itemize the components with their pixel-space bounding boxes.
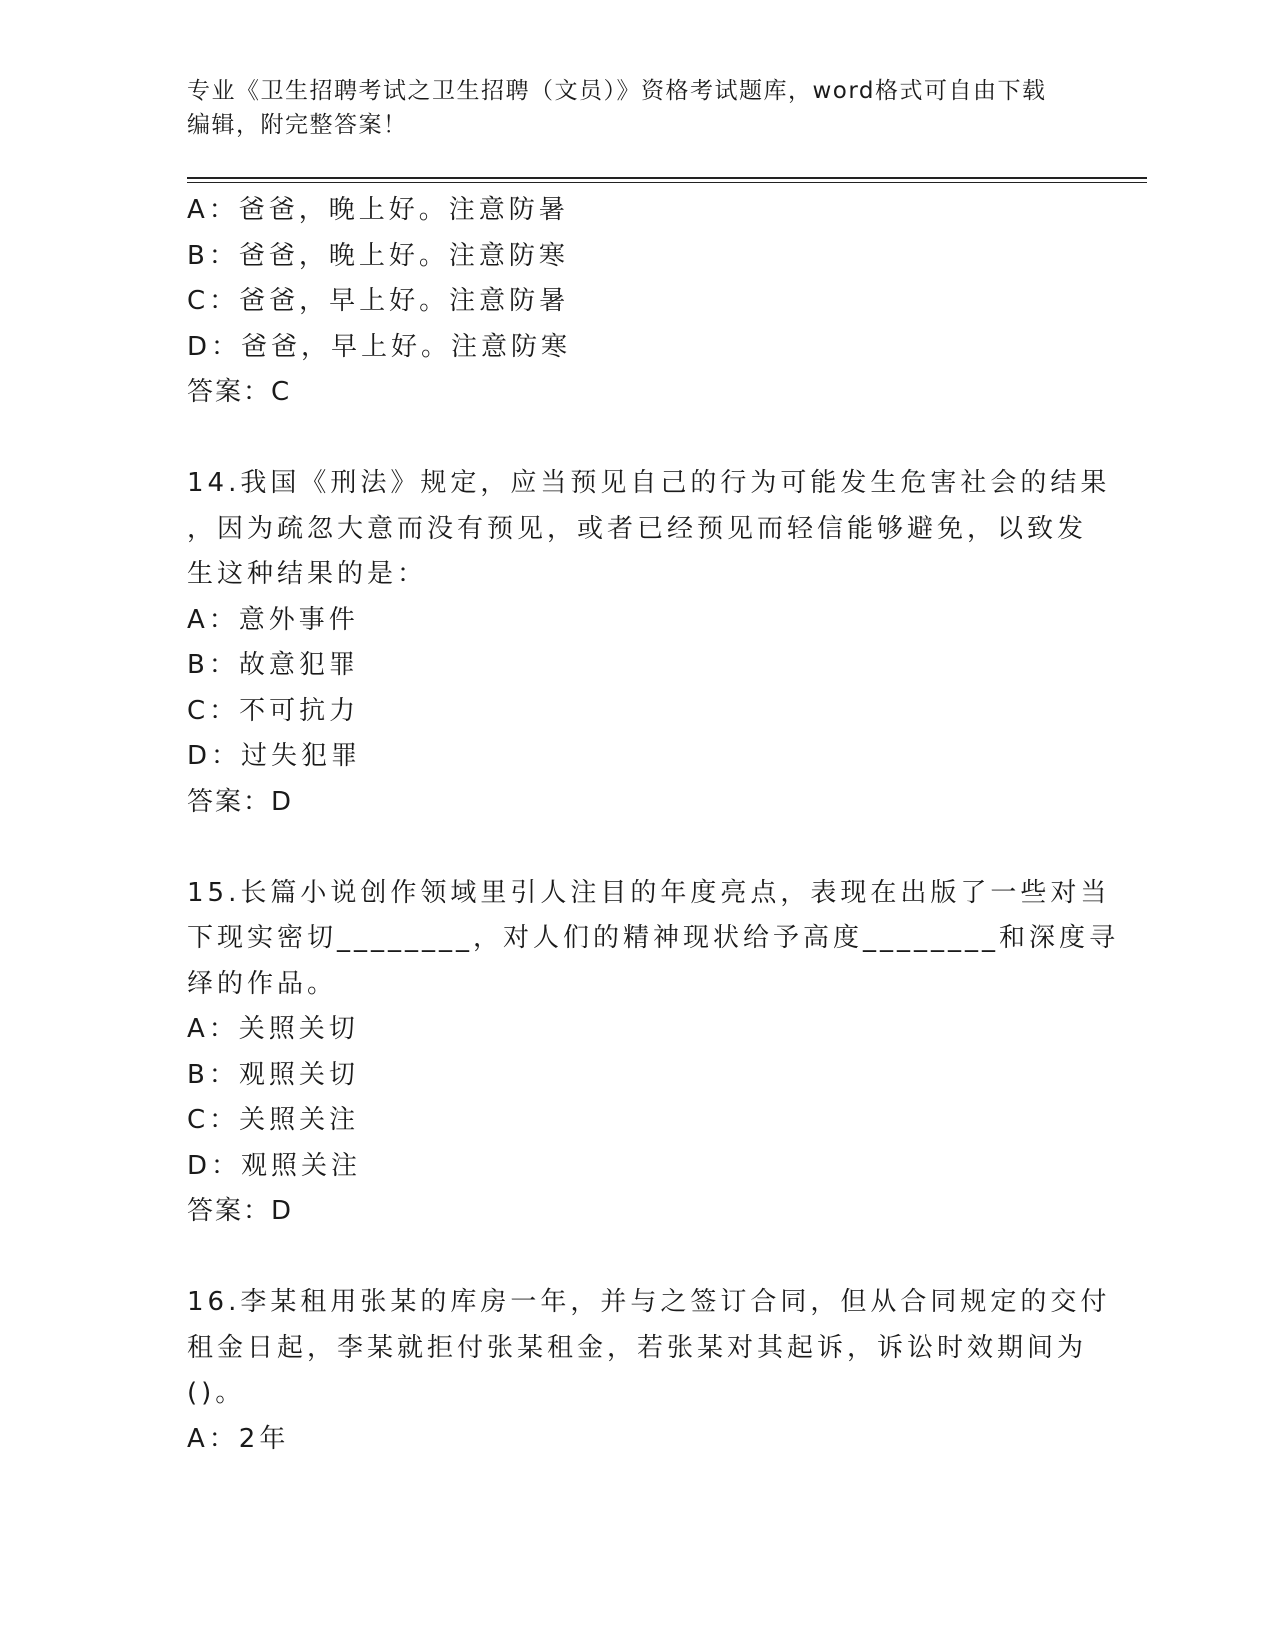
option-c: C：关照关注: [187, 1105, 360, 1135]
header-line-2: 编辑，附完整答案！: [187, 112, 408, 138]
option-a: A：爸爸，晚上好。注意防暑: [187, 195, 569, 225]
option-c: C：爸爸，早上好。注意防暑: [187, 286, 570, 316]
option-d: D：观照关注: [187, 1150, 362, 1181]
question-stem-line: 生这种结果的是：: [187, 559, 428, 589]
spacer: [187, 1235, 1067, 1281]
question-stem-line: 16.李某租用张某的库房一年，并与之签订合同，但从合同规定的交付: [187, 1287, 1111, 1317]
option-d: D：爸爸，早上好。注意防寒: [187, 331, 572, 362]
header-divider-thin: [187, 182, 1147, 183]
spacer: [187, 416, 1067, 462]
answer-line: 答案：C: [187, 377, 292, 407]
option-a: A：关照关切: [187, 1014, 359, 1044]
header-divider-thick: [187, 177, 1147, 179]
option-b: B：故意犯罪: [187, 650, 359, 680]
question-stem-line: 下现实密切________，对人们的精神现状给予高度________和深度寻: [187, 923, 1120, 953]
option-d: D：过失犯罪: [187, 741, 362, 771]
page-header: [187, 74, 1067, 142]
option-b: B：观照关切: [187, 1059, 359, 1090]
option-a: A：2年: [187, 1423, 290, 1454]
question-16: [187, 1280, 1111, 1462]
question-14: [187, 461, 1111, 825]
answer-line: 答案：D: [187, 1196, 294, 1226]
question-list: [187, 188, 1120, 1462]
question-13: [187, 188, 1067, 416]
question-stem-line: 14.我国《刑法》规定，应当预见自己的行为可能发生危害社会的结果: [187, 468, 1111, 498]
spacer: [187, 825, 1067, 871]
question-stem-line: 15.长篇小说创作领域里引人注目的年度亮点，表现在出版了一些对当: [187, 877, 1111, 908]
question-stem-line: ()。: [187, 1378, 246, 1408]
answer-line: 答案：D: [187, 786, 294, 817]
option-a: A：意外事件: [187, 604, 359, 635]
question-stem-line: 租金日起，李某就拒付张某租金，若张某对其起诉，诉讼时效期间为: [187, 1332, 1088, 1363]
header-line-1: 专业《卫生招聘考试之卫生招聘（文员）》资格考试题库，word格式可自由下载: [187, 78, 1047, 104]
question-15: [187, 871, 1120, 1235]
option-b: B：爸爸，晚上好。注意防寒: [187, 240, 569, 271]
option-c: C：不可抗力: [187, 695, 360, 726]
question-stem-line: 绎的作品。: [187, 968, 338, 999]
question-stem-line: ，因为疏忽大意而没有预见，或者已经预见而轻信能够避免，以致发: [187, 513, 1088, 544]
